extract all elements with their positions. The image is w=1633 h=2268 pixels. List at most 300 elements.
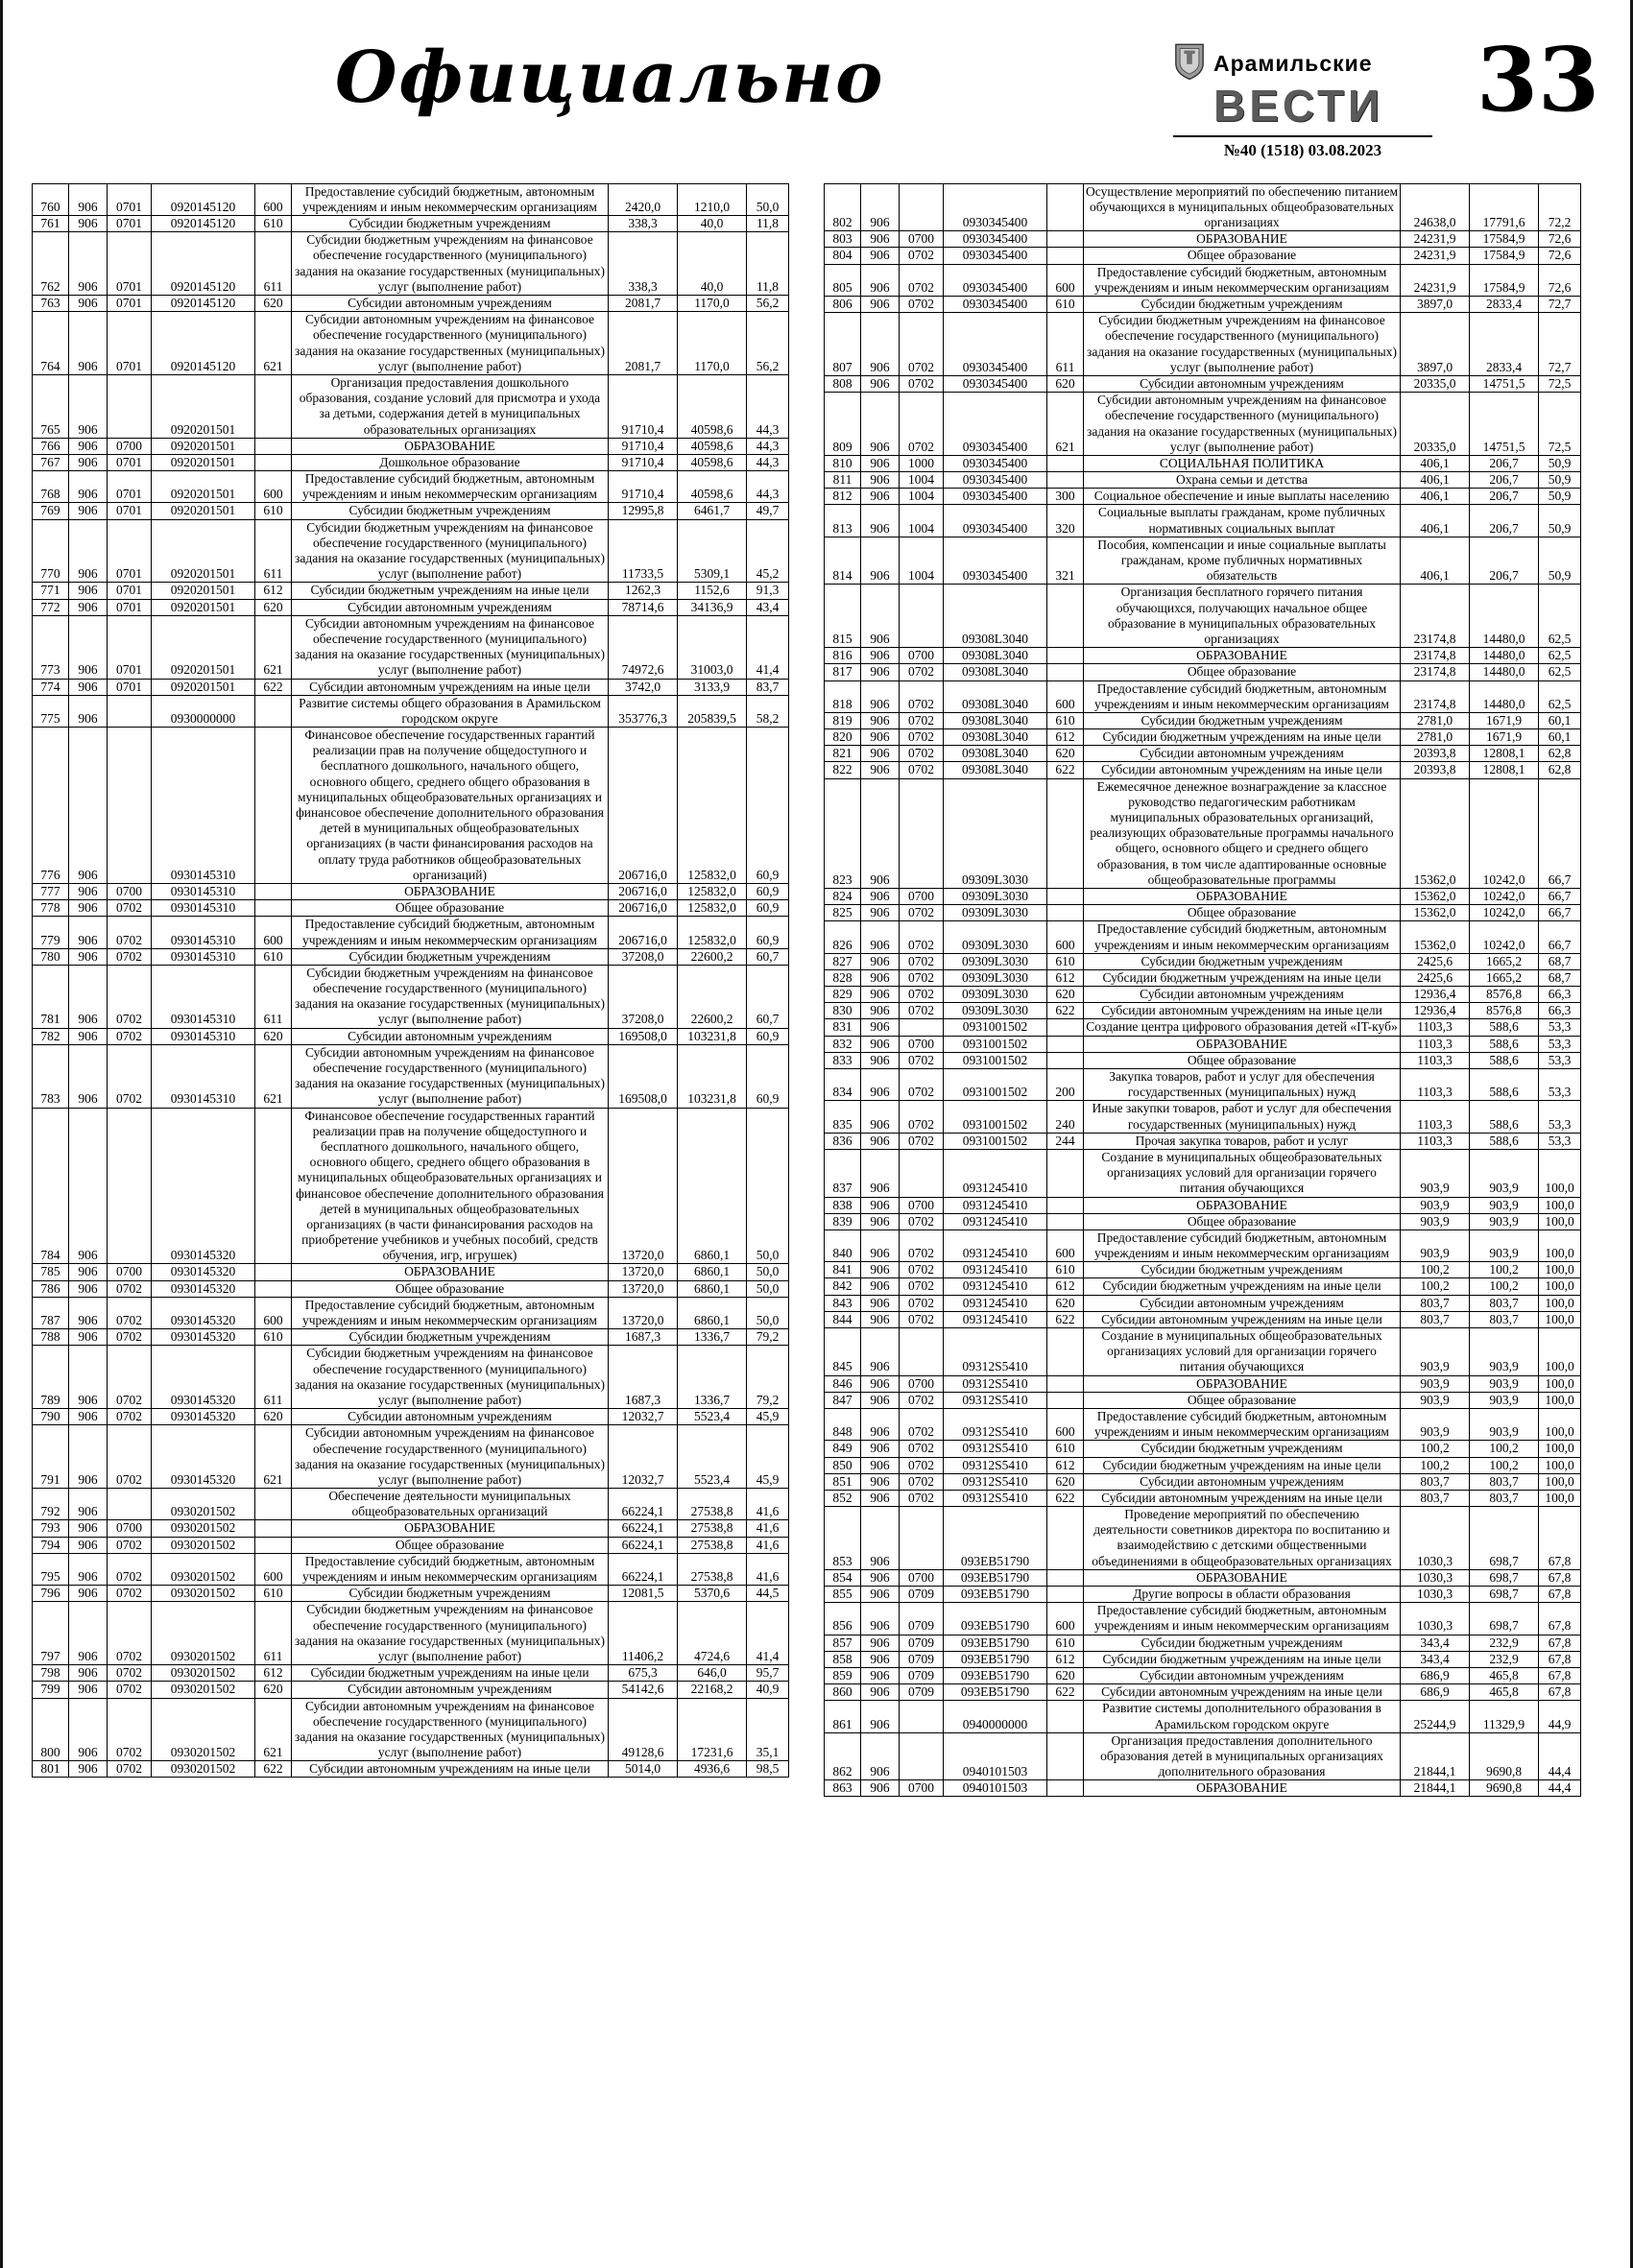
cell-grbs-code: 906	[861, 953, 900, 969]
cell-executed-amount: 903,9	[1470, 1328, 1539, 1376]
cell-target-item-code: 0931001502	[944, 1101, 1047, 1133]
cell-executed-amount: 103231,8	[678, 1028, 747, 1044]
cell-executed-amount: 125832,0	[678, 728, 747, 884]
cell-expense-type-code	[1047, 1780, 1084, 1797]
cell-executed-amount: 698,7	[1470, 1587, 1539, 1603]
cell-grbs-code: 906	[861, 537, 900, 585]
cell-grbs-code: 906	[861, 712, 900, 728]
cell-expense-type-code: 622	[255, 679, 292, 695]
cell-executed-amount: 40598,6	[678, 438, 747, 454]
cell-name: ОБРАЗОВАНИЕ	[1084, 648, 1401, 664]
cell-section-code: 0701	[108, 599, 152, 615]
cell-percent: 44,3	[747, 454, 789, 470]
cell-name: Предоставление субсидий бюджетным, автономным учреждениям и иным некоммерческим организациям	[1084, 264, 1401, 296]
table-row	[825, 1441, 1581, 1457]
cell-grbs-code: 906	[69, 1682, 108, 1698]
cell-approved-amount: 24231,9	[1401, 248, 1470, 264]
cell-section-code: 0702	[900, 969, 944, 986]
table-row	[33, 454, 789, 470]
cell-grbs-code: 906	[861, 1229, 900, 1261]
cell-row-number: 794	[33, 1537, 69, 1553]
cell-grbs-code: 906	[861, 264, 900, 296]
cell-approved-amount: 3742,0	[609, 679, 678, 695]
cell-row-number: 838	[825, 1197, 861, 1213]
cell-section-code	[108, 1108, 152, 1264]
cell-section-code	[900, 1507, 944, 1570]
table-row	[33, 1280, 789, 1297]
cell-percent: 100,0	[1539, 1441, 1581, 1457]
cell-target-item-code: 0930000000	[152, 695, 255, 727]
cell-expense-type-code: 622	[1047, 1311, 1084, 1327]
cell-name: Общее образование	[1084, 1213, 1401, 1229]
cell-target-item-code: 09308L3040	[944, 762, 1047, 778]
cell-row-number: 844	[825, 1311, 861, 1327]
cell-expense-type-code: 620	[255, 296, 292, 312]
cell-name: Субсидии автономным учреждениям на финансовое обеспечение государственного (муниципального) задания на оказание государственных (муниципальных) услуг (выполнение работ)	[292, 1044, 609, 1108]
cell-executed-amount: 1170,0	[678, 312, 747, 375]
cell-target-item-code: 09312S5410	[944, 1392, 1047, 1408]
cell-grbs-code: 906	[69, 900, 108, 917]
cell-percent: 49,7	[747, 503, 789, 519]
brand-name-top: Арамильские	[1213, 51, 1373, 76]
cell-percent: 60,9	[747, 1028, 789, 1044]
cell-expense-type-code: 622	[1047, 762, 1084, 778]
cell-approved-amount: 12936,4	[1401, 987, 1470, 1003]
cell-percent: 100,0	[1539, 1490, 1581, 1506]
cell-name: Субсидии бюджетным учреждениям	[1084, 1635, 1401, 1651]
cell-approved-amount: 66224,1	[609, 1489, 678, 1520]
cell-name: Субсидии автономным учреждениям на финансовое обеспечение государственного (муниципального) задания на оказание государственных (муниципальных) услуг (выполнение работ)	[292, 615, 609, 679]
cell-percent: 58,2	[747, 695, 789, 727]
cell-grbs-code: 906	[69, 312, 108, 375]
cell-percent: 68,7	[1539, 953, 1581, 969]
cell-expense-type-code	[1047, 888, 1084, 904]
cell-row-number: 791	[33, 1425, 69, 1489]
cell-name: Субсидии бюджетным учреждениям на финансовое обеспечение государственного (муниципального) задания на оказание государственных (муниципальных) услуг (выполнение работ)	[292, 965, 609, 1028]
cell-section-code: 1004	[900, 505, 944, 537]
table-row	[825, 1732, 1581, 1780]
cell-name: Социальные выплаты гражданам, кроме публичных нормативных социальных выплат	[1084, 505, 1401, 537]
cell-percent: 41,6	[747, 1537, 789, 1553]
page-title: Официально	[335, 36, 885, 119]
cell-approved-amount: 5014,0	[609, 1761, 678, 1778]
cell-executed-amount: 11329,9	[1470, 1701, 1539, 1732]
table-row	[825, 1019, 1581, 1036]
cell-executed-amount: 40598,6	[678, 471, 747, 503]
cell-row-number: 824	[825, 888, 861, 904]
cell-target-item-code: 0930201502	[152, 1489, 255, 1520]
table-row	[33, 679, 789, 695]
cell-target-item-code: 0931245410	[944, 1278, 1047, 1295]
cell-executed-amount: 205839,5	[678, 695, 747, 727]
table-row	[33, 1297, 789, 1328]
cell-name: Обеспечение деятельности муниципальных общеобразовательных организаций	[292, 1489, 609, 1520]
cell-grbs-code: 906	[861, 1569, 900, 1586]
cell-name: Субсидии автономным учреждениям	[1084, 746, 1401, 762]
cell-expense-type-code: 612	[1047, 969, 1084, 986]
table-row	[33, 1346, 789, 1409]
cell-approved-amount: 15362,0	[1401, 905, 1470, 921]
cell-target-item-code: 0931245410	[944, 1295, 1047, 1311]
cell-executed-amount: 5523,4	[678, 1425, 747, 1489]
cell-target-item-code: 09312S5410	[944, 1457, 1047, 1473]
cell-grbs-code: 906	[861, 1507, 900, 1570]
cell-row-number: 773	[33, 615, 69, 679]
cell-executed-amount: 125832,0	[678, 900, 747, 917]
cell-approved-amount: 1103,3	[1401, 1052, 1470, 1068]
cell-section-code: 0700	[900, 1036, 944, 1052]
cell-target-item-code: 0930201502	[152, 1682, 255, 1698]
cell-percent: 66,7	[1539, 778, 1581, 888]
cell-expense-type-code: 611	[1047, 313, 1084, 376]
cell-section-code: 0702	[900, 953, 944, 969]
cell-executed-amount: 2833,4	[1470, 313, 1539, 376]
cell-target-item-code: 0930201502	[152, 1698, 255, 1761]
cell-expense-type-code: 610	[1047, 297, 1084, 313]
cell-percent: 72,6	[1539, 248, 1581, 264]
cell-approved-amount: 803,7	[1401, 1473, 1470, 1490]
cell-approved-amount: 49128,6	[609, 1698, 678, 1761]
table-row	[825, 1457, 1581, 1473]
cell-percent: 67,8	[1539, 1569, 1581, 1586]
cell-executed-amount: 3133,9	[678, 679, 747, 695]
cell-approved-amount: 1262,3	[609, 583, 678, 599]
cell-approved-amount: 21844,1	[1401, 1732, 1470, 1780]
table-row	[825, 664, 1581, 680]
cell-grbs-code: 906	[69, 965, 108, 1028]
cell-section-code: 0702	[108, 948, 152, 965]
cell-approved-amount: 78714,6	[609, 599, 678, 615]
cell-name: Субсидии автономным учреждениям на иные цели	[292, 679, 609, 695]
cell-expense-type-code	[255, 900, 292, 917]
cell-name: Организация бесплатного горячего питания обучающихся, получающих начальное общее образование в муниципальных образовательных организациях	[1084, 585, 1401, 648]
cell-expense-type-code	[1047, 664, 1084, 680]
cell-executed-amount: 588,6	[1470, 1019, 1539, 1036]
cell-grbs-code: 906	[861, 921, 900, 953]
cell-grbs-code: 906	[69, 454, 108, 470]
cell-target-item-code: 0930145320	[152, 1264, 255, 1280]
cell-section-code: 0702	[900, 375, 944, 392]
cell-expense-type-code	[1047, 1732, 1084, 1780]
cell-row-number: 857	[825, 1635, 861, 1651]
table-row	[33, 1108, 789, 1264]
cell-percent: 62,8	[1539, 762, 1581, 778]
cell-percent: 100,0	[1539, 1262, 1581, 1278]
cell-row-number: 834	[825, 1069, 861, 1101]
cell-row-number: 807	[825, 313, 861, 376]
cell-executed-amount: 903,9	[1470, 1375, 1539, 1392]
cell-name: Развитие системы дополнительного образования в Арамильском городском округе	[1084, 1701, 1401, 1732]
table-row	[825, 762, 1581, 778]
cell-grbs-code: 906	[69, 1602, 108, 1665]
cell-approved-amount: 803,7	[1401, 1295, 1470, 1311]
budget-table-left	[32, 183, 789, 1779]
cell-executed-amount: 903,9	[1470, 1408, 1539, 1440]
cell-name: Ежемесячное денежное вознаграждение за классное руководство педагогическим работникам муниципальных образовательных организаций, реализующих образовательные программы начального общего, основного общего и среднего общего образования, в том числе адаптированные основные общеобразовательные программы	[1084, 778, 1401, 888]
cell-section-code: 0709	[900, 1651, 944, 1667]
cell-grbs-code: 906	[861, 1036, 900, 1052]
cell-grbs-code: 906	[69, 695, 108, 727]
table-row	[825, 264, 1581, 296]
cell-grbs-code: 906	[69, 728, 108, 884]
table-row	[33, 183, 789, 215]
cell-row-number: 861	[825, 1701, 861, 1732]
cell-approved-amount: 100,2	[1401, 1262, 1470, 1278]
cell-percent: 40,9	[747, 1682, 789, 1698]
cell-section-code: 0702	[900, 1278, 944, 1295]
cell-section-code	[900, 183, 944, 231]
cell-percent: 44,5	[747, 1586, 789, 1602]
cell-row-number: 778	[33, 900, 69, 917]
cell-row-number: 827	[825, 953, 861, 969]
cell-grbs-code: 906	[861, 648, 900, 664]
cell-row-number: 765	[33, 374, 69, 438]
cell-percent: 60,7	[747, 948, 789, 965]
cell-row-number: 830	[825, 1003, 861, 1019]
cell-row-number: 797	[33, 1602, 69, 1665]
cell-percent: 100,0	[1539, 1457, 1581, 1473]
cell-row-number: 793	[33, 1520, 69, 1537]
cell-expense-type-code	[1047, 183, 1084, 231]
cell-executed-amount: 903,9	[1470, 1392, 1539, 1408]
cell-approved-amount: 2781,0	[1401, 729, 1470, 746]
cell-executed-amount: 588,6	[1470, 1101, 1539, 1133]
cell-percent: 60,7	[747, 965, 789, 1028]
cell-row-number: 833	[825, 1052, 861, 1068]
cell-target-item-code: 0930345400	[944, 537, 1047, 585]
cell-approved-amount: 1687,3	[609, 1329, 678, 1346]
cell-section-code: 0702	[900, 921, 944, 953]
cell-percent: 62,5	[1539, 680, 1581, 712]
cell-section-code: 0702	[108, 1553, 152, 1585]
cell-approved-amount: 100,2	[1401, 1457, 1470, 1473]
cell-percent: 72,7	[1539, 297, 1581, 313]
cell-approved-amount: 1030,3	[1401, 1603, 1470, 1635]
cell-expense-type-code: 622	[1047, 1490, 1084, 1506]
cell-grbs-code: 906	[69, 296, 108, 312]
cell-name: ОБРАЗОВАНИЕ	[1084, 888, 1401, 904]
cell-percent: 41,4	[747, 615, 789, 679]
cell-name: Субсидии бюджетным учреждениям	[1084, 1262, 1401, 1278]
cell-target-item-code: 0920201501	[152, 374, 255, 438]
cell-approved-amount: 2420,0	[609, 183, 678, 215]
cell-name: Субсидии автономным учреждениям	[1084, 1473, 1401, 1490]
cell-grbs-code: 906	[861, 1328, 900, 1376]
table-row	[825, 969, 1581, 986]
cell-target-item-code: 0920201501	[152, 615, 255, 679]
cell-target-item-code: 0930145320	[152, 1425, 255, 1489]
cell-target-item-code: 09308L3040	[944, 729, 1047, 746]
table-row	[33, 1698, 789, 1761]
cell-section-code: 0701	[108, 583, 152, 599]
cell-executed-amount: 232,9	[1470, 1651, 1539, 1667]
cell-percent: 72,6	[1539, 231, 1581, 248]
table-columns	[3, 170, 1630, 1821]
cell-expense-type-code: 620	[1047, 1473, 1084, 1490]
cell-name: Субсидии автономным учреждениям	[1084, 1295, 1401, 1311]
cell-percent: 53,3	[1539, 1052, 1581, 1068]
cell-target-item-code: 09312S5410	[944, 1408, 1047, 1440]
cell-target-item-code: 0920145120	[152, 296, 255, 312]
cell-name: Субсидии бюджетным учреждениям	[292, 503, 609, 519]
brand-name-bottom: ВЕСТИ	[1213, 81, 1384, 131]
cell-expense-type-code: 612	[1047, 1457, 1084, 1473]
cell-approved-amount: 2425,6	[1401, 953, 1470, 969]
table-row	[825, 1490, 1581, 1506]
cell-section-code: 0702	[900, 1490, 944, 1506]
cell-row-number: 856	[825, 1603, 861, 1635]
table-row	[825, 953, 1581, 969]
cell-name: Финансовое обеспечение государственных гарантий реализации прав на получение общедоступного и бесплатного дошкольного, начального общего, основного общего, среднего общего образования в муниципальных общеобразовательных организациях и финансовое обеспечение дополнительного образования детей в муниципальных общеобразовательных организациях (в части финансирования расходов на приобретение учебников и учебных пособий, средств обучения, игр, игрушек)	[292, 1108, 609, 1264]
cell-expense-type-code: 620	[1047, 987, 1084, 1003]
cell-section-code: 0702	[108, 1297, 152, 1328]
cell-percent: 53,3	[1539, 1036, 1581, 1052]
cell-approved-amount: 338,3	[609, 216, 678, 232]
cell-expense-type-code: 620	[1047, 375, 1084, 392]
cell-name: Общее образование	[292, 900, 609, 917]
cell-grbs-code: 906	[861, 375, 900, 392]
cell-percent: 60,9	[747, 900, 789, 917]
cell-name: Субсидии автономным учреждениям на иные цели	[1084, 1311, 1401, 1327]
cell-row-number: 836	[825, 1133, 861, 1149]
cell-expense-type-code: 611	[255, 232, 292, 296]
table-row	[825, 1101, 1581, 1133]
cell-expense-type-code: 600	[1047, 264, 1084, 296]
table-row	[825, 648, 1581, 664]
cell-approved-amount: 338,3	[609, 232, 678, 296]
cell-executed-amount: 5309,1	[678, 519, 747, 583]
cell-grbs-code: 906	[69, 1409, 108, 1425]
cell-target-item-code: 0930345400	[944, 375, 1047, 392]
cell-target-item-code: 093EB51790	[944, 1684, 1047, 1701]
cell-section-code: 0700	[900, 1569, 944, 1586]
cell-target-item-code: 0920145120	[152, 232, 255, 296]
cell-section-code	[900, 1019, 944, 1036]
table-row	[33, 615, 789, 679]
cell-grbs-code: 906	[69, 183, 108, 215]
cell-name: Общее образование	[1084, 248, 1401, 264]
cell-executed-amount: 465,8	[1470, 1667, 1539, 1683]
cell-percent: 35,1	[747, 1698, 789, 1761]
cell-row-number: 859	[825, 1667, 861, 1683]
table-row	[825, 1295, 1581, 1311]
cell-approved-amount: 24231,9	[1401, 231, 1470, 248]
cell-executed-amount: 1152,6	[678, 583, 747, 599]
cell-section-code: 0702	[900, 729, 944, 746]
cell-section-code: 0702	[108, 1586, 152, 1602]
cell-name: Создание центра цифрового образования детей «IT-куб»	[1084, 1019, 1401, 1036]
cell-grbs-code: 906	[69, 1665, 108, 1682]
cell-section-code: 0700	[900, 888, 944, 904]
table-row	[825, 1036, 1581, 1052]
cell-executed-amount: 803,7	[1470, 1473, 1539, 1490]
cell-target-item-code: 09308L3040	[944, 746, 1047, 762]
cell-approved-amount: 406,1	[1401, 505, 1470, 537]
cell-section-code: 0702	[900, 1311, 944, 1327]
cell-name: ОБРАЗОВАНИЕ	[1084, 1569, 1401, 1586]
cell-grbs-code: 906	[69, 948, 108, 965]
cell-section-code	[108, 374, 152, 438]
cell-name: Общее образование	[1084, 905, 1401, 921]
cell-expense-type-code: 620	[255, 599, 292, 615]
table-row	[33, 1665, 789, 1682]
cell-expense-type-code	[1047, 1392, 1084, 1408]
cell-section-code: 0701	[108, 503, 152, 519]
cell-percent: 50,0	[747, 1264, 789, 1280]
cell-executed-amount: 10242,0	[1470, 905, 1539, 921]
cell-name: ОБРАЗОВАНИЕ	[292, 438, 609, 454]
cell-executed-amount: 8576,8	[1470, 987, 1539, 1003]
cell-target-item-code: 0930201502	[152, 1537, 255, 1553]
cell-target-item-code: 0931245410	[944, 1229, 1047, 1261]
cell-expense-type-code	[255, 883, 292, 899]
cell-percent: 50,9	[1539, 489, 1581, 505]
table-row	[825, 1569, 1581, 1586]
cell-expense-type-code: 621	[255, 1698, 292, 1761]
cell-grbs-code: 906	[861, 1701, 900, 1732]
cell-expense-type-code	[1047, 231, 1084, 248]
cell-executed-amount: 40,0	[678, 216, 747, 232]
cell-name: ОБРАЗОВАНИЕ	[1084, 1197, 1401, 1213]
cell-expense-type-code: 620	[1047, 1295, 1084, 1311]
cell-percent: 100,0	[1539, 1295, 1581, 1311]
cell-expense-type-code	[1047, 905, 1084, 921]
cell-percent: 50,0	[747, 1297, 789, 1328]
table-row	[33, 1586, 789, 1602]
cell-approved-amount: 21844,1	[1401, 1780, 1470, 1797]
cell-row-number: 781	[33, 965, 69, 1028]
table-row	[33, 232, 789, 296]
cell-row-number: 811	[825, 472, 861, 489]
table-row	[825, 505, 1581, 537]
cell-approved-amount: 1030,3	[1401, 1569, 1470, 1586]
cell-name: Предоставление субсидий бюджетным, автономным учреждениям и иным некоммерческим организациям	[1084, 1408, 1401, 1440]
cell-grbs-code: 906	[861, 1019, 900, 1036]
table-row	[33, 296, 789, 312]
table-row	[33, 883, 789, 899]
cell-percent: 79,2	[747, 1346, 789, 1409]
cell-percent: 67,8	[1539, 1635, 1581, 1651]
cell-target-item-code: 0930145320	[152, 1346, 255, 1409]
cell-section-code: 0701	[108, 454, 152, 470]
cell-target-item-code: 09309L3030	[944, 778, 1047, 888]
cell-percent: 60,9	[747, 1044, 789, 1108]
cell-grbs-code: 906	[861, 1101, 900, 1133]
cell-name: Субсидии бюджетным учреждениям на иные цели	[1084, 1651, 1401, 1667]
cell-executed-amount: 1170,0	[678, 296, 747, 312]
cell-target-item-code: 0930145310	[152, 900, 255, 917]
cell-name: Субсидии бюджетным учреждениям на иные цели	[1084, 969, 1401, 986]
cell-percent: 41,4	[747, 1602, 789, 1665]
cell-percent: 45,9	[747, 1425, 789, 1489]
cell-approved-amount: 343,4	[1401, 1651, 1470, 1667]
cell-expense-type-code: 610	[255, 216, 292, 232]
cell-expense-type-code: 610	[1047, 953, 1084, 969]
cell-expense-type-code: 610	[255, 1329, 292, 1346]
cell-approved-amount: 23174,8	[1401, 648, 1470, 664]
cell-section-code: 0702	[108, 1602, 152, 1665]
cell-approved-amount: 20335,0	[1401, 375, 1470, 392]
cell-expense-type-code: 611	[255, 965, 292, 1028]
cell-section-code: 0701	[108, 679, 152, 695]
cell-target-item-code: 0930201502	[152, 1665, 255, 1682]
cell-executed-amount: 8576,8	[1470, 1003, 1539, 1019]
cell-row-number: 784	[33, 1108, 69, 1264]
cell-target-item-code: 0930145310	[152, 883, 255, 899]
cell-grbs-code: 906	[69, 1280, 108, 1297]
cell-target-item-code: 0930345400	[944, 248, 1047, 264]
cell-approved-amount: 343,4	[1401, 1635, 1470, 1651]
